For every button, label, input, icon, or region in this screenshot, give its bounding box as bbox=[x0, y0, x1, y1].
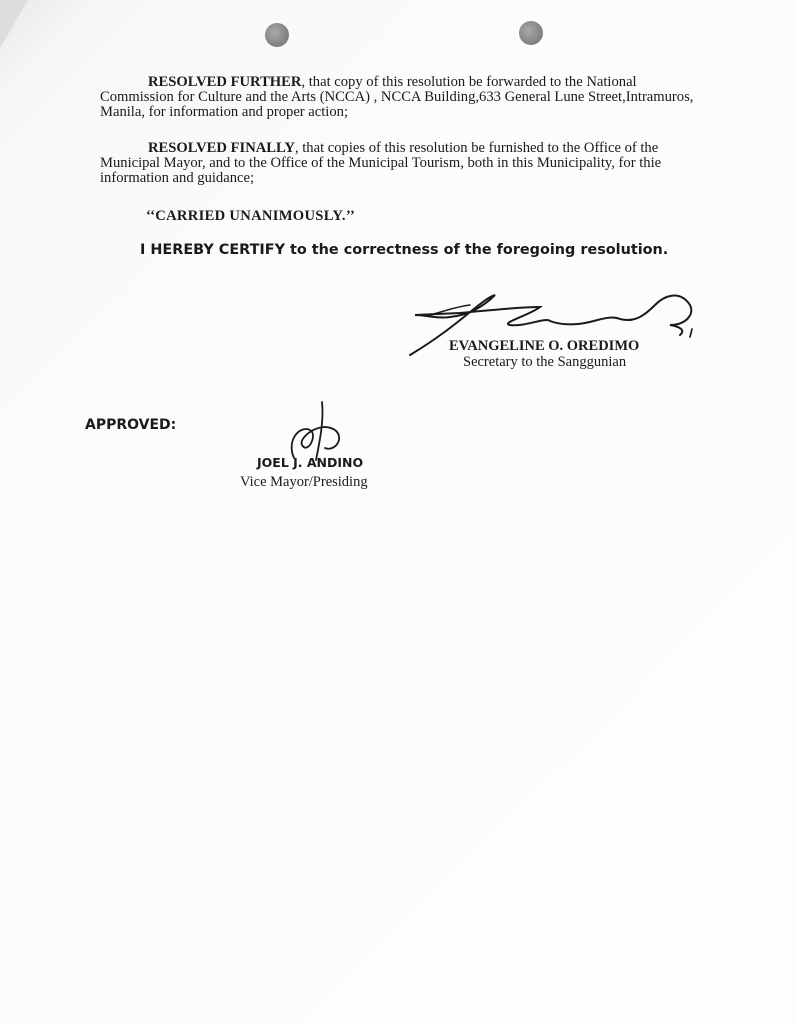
certification-statement: I HEREBY CERTIFY to the correctness of the foregoing resolution. bbox=[140, 242, 669, 258]
punch-hole-right bbox=[519, 21, 543, 45]
carried-unanimously: ‘‘CARRIED UNANIMOUSLY.’’ bbox=[146, 208, 356, 224]
resolved-finally-text: , that copies of this resolution be furnished to the Office of the Municipal Mayor, and to the Office of the Municipal Tourism, both in this Municipality, for thie information and guidance; bbox=[100, 140, 662, 186]
secretary-name: EVANGELINE O. OREDIMO bbox=[449, 338, 640, 354]
resolved-further-text: , that copy of this resolution be forwarded to the National Commission for Culture and the Arts (NCCA) , NCCA Building,633 General Lune Street,Intramuros, Manila, for information and proper action; bbox=[100, 74, 694, 120]
vice-mayor-title: Vice Mayor/Presiding bbox=[240, 474, 368, 490]
resolved-further-lead: RESOLVED FURTHER bbox=[148, 74, 302, 90]
punch-hole-left bbox=[265, 23, 289, 47]
secretary-title: Secretary to the Sanggunian bbox=[463, 354, 627, 370]
paragraph-resolved-further bbox=[100, 75, 710, 120]
resolved-finally-lead: RESOLVED FINALLY bbox=[148, 140, 295, 156]
approved-label: APPROVED: bbox=[85, 417, 177, 433]
vice-mayor-name: JOEL J. ANDINO bbox=[257, 455, 364, 470]
paragraph-resolved-finally bbox=[100, 141, 710, 186]
folded-corner bbox=[0, 0, 28, 48]
